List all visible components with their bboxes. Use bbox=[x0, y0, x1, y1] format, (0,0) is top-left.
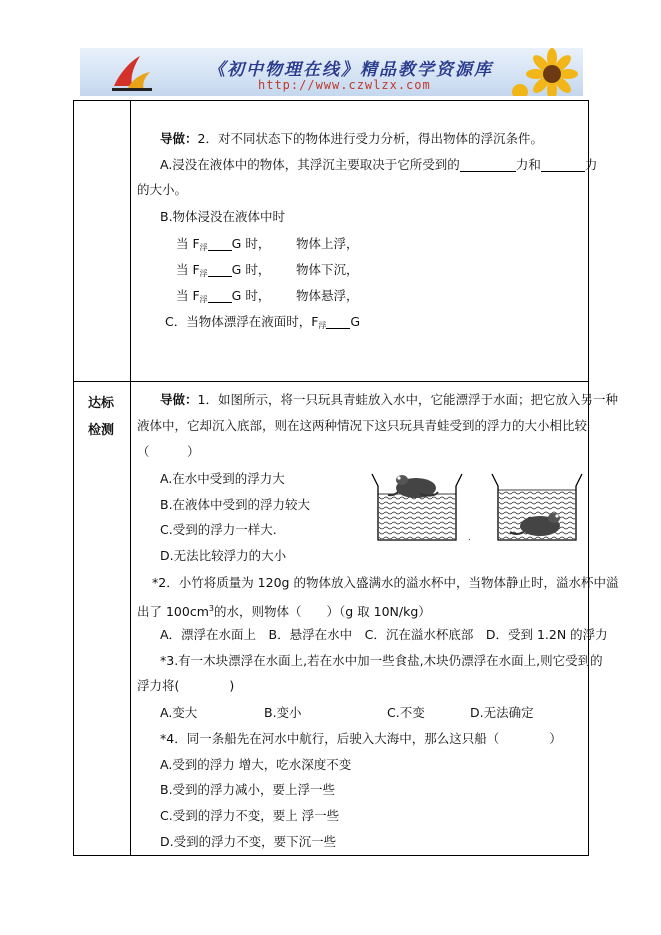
part1-cond3-result: 物体悬浮， bbox=[296, 288, 359, 303]
cond3-g: G 时， bbox=[231, 288, 271, 303]
q2-line2-post: 的水，则物体（ ）（g 取 10N/kg） bbox=[213, 604, 431, 620]
part1-a-pre: A.浸没在液体中的物体，其浮沉主要取决于它所受到的 bbox=[160, 157, 460, 172]
q1-option-a: A.在水中受到的浮力大 bbox=[160, 471, 285, 486]
part2-q4-line1: *4．同一条船先在河水中航行，后驶入大海中，那么这只船（ ） bbox=[160, 731, 562, 746]
answer-blank[interactable] bbox=[208, 263, 232, 277]
q1-option-b: B.在液体中受到的浮力较大 bbox=[160, 497, 311, 512]
table-column-divider bbox=[130, 100, 131, 856]
c-pre: C．当物体漂浮在液面时，F bbox=[165, 314, 319, 329]
banner-url: http://www.czwlzx.com bbox=[258, 78, 431, 92]
part2-q1-lead: 导做： bbox=[160, 392, 198, 407]
answer-blank[interactable] bbox=[541, 158, 585, 172]
part1-cond1 bbox=[176, 236, 270, 256]
header-banner bbox=[80, 48, 583, 96]
q4-option-c: C.受到的浮力不变，要上 浮一些 bbox=[160, 808, 340, 823]
part1-a-mid: 力和 bbox=[515, 157, 541, 172]
part1-cond2 bbox=[176, 262, 270, 282]
part1-cond3 bbox=[176, 288, 270, 308]
beaker-liquid-sunk bbox=[492, 474, 582, 540]
cond2-sub: 浮 bbox=[199, 269, 208, 278]
frog-icon bbox=[388, 475, 438, 498]
beaker-water-floating bbox=[372, 474, 462, 540]
q4-option-a: A.受到的浮力 增大，吃水深度不变 bbox=[160, 757, 352, 772]
q1-option-c: C.受到的浮力一样大. bbox=[160, 522, 277, 537]
answer-blank[interactable] bbox=[460, 158, 516, 172]
part1-q2-text: 2．对不同状态下的物体进行受力分析，得出物体的浮沉条件。 bbox=[197, 131, 543, 146]
cond1-sub: 浮 bbox=[199, 243, 208, 252]
part1-cond1-result: 物体上浮， bbox=[296, 236, 359, 251]
q3-option-d: D.无法确定 bbox=[470, 705, 534, 720]
part1-b: B.物体浸没在液体中时 bbox=[160, 209, 286, 224]
q4-option-d: D.受到的浮力不变，要下沉一些 bbox=[160, 834, 337, 849]
section-label-jiance: 检测 bbox=[88, 423, 115, 438]
cond1-g: G 时， bbox=[231, 236, 271, 251]
part2-q1-line3: （ ） bbox=[137, 444, 200, 459]
part2-q1-line2: 液体中，它却沉入底部，则在这两种情况下这只玩具青蛙受到的浮力的大小相比较 bbox=[137, 418, 588, 433]
part2-q1-line1 bbox=[160, 392, 618, 408]
cond3-sub: 浮 bbox=[199, 295, 208, 304]
table-row-divider bbox=[73, 381, 589, 382]
cond2-g: G 时， bbox=[231, 262, 271, 277]
c-sub: 浮 bbox=[318, 321, 327, 330]
svg-text:.: . bbox=[468, 533, 471, 542]
cond3-pre: 当 F bbox=[176, 288, 200, 303]
part2-q2-line1: *2．小竹将质量为 120g 的物体放入盛满水的溢水杯中，当物体静止时，溢水杯中溢 bbox=[152, 575, 619, 590]
part1-q2-lead: 导做： bbox=[160, 131, 198, 146]
part1-a-line2: 的大小。 bbox=[137, 182, 188, 197]
frog-beakers-figure bbox=[368, 470, 590, 544]
logo-icon bbox=[110, 52, 154, 94]
q3-option-c: C.不变 bbox=[387, 705, 425, 720]
answer-blank[interactable] bbox=[208, 237, 232, 251]
part1-c bbox=[165, 314, 360, 334]
section-label-dabiao: 达标 bbox=[88, 396, 115, 411]
part2-q2-options: A．漂浮在水面上 B．悬浮在水中 C．沉在溢水杯底部 D．受到 1.2N 的浮力 bbox=[160, 627, 608, 642]
q2-line2-pre: 出了 100cm bbox=[137, 604, 209, 620]
part1-a-end: 力 bbox=[584, 157, 598, 172]
part1-a-line1 bbox=[160, 157, 597, 173]
part2-q2-line2 bbox=[137, 601, 431, 620]
q1-option-d: D.无法比较浮力的大小 bbox=[160, 548, 287, 563]
part1-q2 bbox=[160, 131, 543, 147]
cond1-pre: 当 F bbox=[176, 236, 200, 251]
part2-q3-line1: *3.有一木块漂浮在水面上,若在水中加一些食盐,木块仍漂浮在水面上,则它受到的 bbox=[160, 653, 603, 668]
part1-cond2-result: 物体下沉， bbox=[296, 262, 359, 277]
part2-q3-line2: 浮力将( ) bbox=[137, 678, 235, 693]
answer-blank[interactable] bbox=[208, 289, 232, 303]
banner-title: 《初中物理在线》精品教学资源库 bbox=[208, 60, 493, 80]
sunflower-icon bbox=[512, 48, 583, 96]
q3-option-a: A.变大 bbox=[160, 705, 198, 720]
answer-blank[interactable] bbox=[326, 315, 350, 329]
c-g: G bbox=[350, 314, 361, 329]
part2-q1-text: 1．如图所示，将一只玩具青蛙放入水中，它能漂浮于水面；把它放入另一种 bbox=[197, 392, 618, 407]
q4-option-b: B.受到的浮力减小，要上浮一些 bbox=[160, 782, 336, 797]
q3-option-b: B.变小 bbox=[264, 705, 302, 720]
cond2-pre: 当 F bbox=[176, 262, 200, 277]
q2-line2-sup: 3 bbox=[208, 604, 214, 613]
